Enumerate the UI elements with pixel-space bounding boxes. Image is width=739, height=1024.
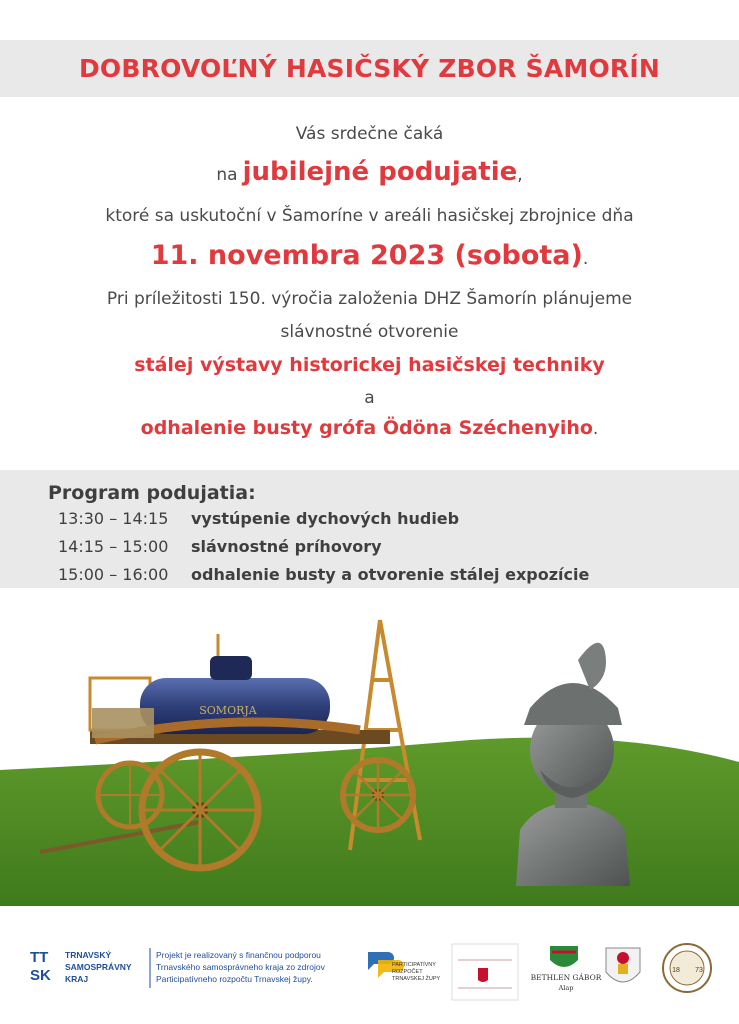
- bust-period: .: [592, 419, 599, 439]
- sponsor-footer: [0, 930, 739, 1010]
- bethlen-name: BETHLEN GÁBOR: [530, 973, 602, 982]
- bethlen-logo: [531, 946, 602, 992]
- exhibition-highlight: stálej výstavy historickej hasičskej techniky: [134, 354, 605, 376]
- event-illustration: [0, 590, 739, 906]
- samorin-coat-of-arms: [606, 948, 640, 982]
- comma: ,: [517, 165, 523, 185]
- title-band: [0, 40, 739, 97]
- invite-line-2: [0, 157, 739, 187]
- bust-line: [0, 417, 739, 439]
- invite-line-6: slávnostné otvorenie: [280, 322, 459, 342]
- program-item: [58, 537, 382, 556]
- program-time: 13:30 – 14:15: [58, 509, 169, 528]
- ttsk-line-1: TRNAVSKÝ: [65, 950, 112, 960]
- jubilee-highlight: jubilejné podujatie: [242, 157, 518, 187]
- pr-line-2: ROZPOČET: [392, 969, 423, 975]
- program-desc: slávnostné príhovory: [191, 537, 382, 556]
- program-desc: odhalenie busty a otvorenie stálej expozície: [191, 565, 590, 584]
- badge-year-left: 18: [672, 967, 680, 974]
- ttsk-line-2: SAMOSPRÁVNY: [65, 962, 132, 972]
- back-wheel: [98, 763, 162, 827]
- program-time: 14:15 – 15:00: [58, 537, 169, 556]
- pr-logo: [368, 952, 441, 982]
- bust-highlight: odhalenie busty grófa Ödöna Széchenyiho: [140, 417, 593, 439]
- connector-a: a: [364, 388, 375, 408]
- event-date: 11. novembra 2023 (sobota): [150, 240, 583, 271]
- pr-line-1: PARTICIPATÍVNY: [392, 962, 436, 968]
- program-item: [58, 565, 589, 584]
- bethlen-sub: Alap: [558, 984, 574, 992]
- project-line-2: Trnavského samosprávneho kraja zo zdrojov: [156, 962, 325, 972]
- pr-line-3: TRNAVSKEJ ŽUPY: [392, 976, 441, 982]
- program-time: 15:00 – 16:00: [58, 565, 169, 584]
- basket: [92, 708, 154, 738]
- tank-dome: [210, 656, 252, 680]
- ttsk-logo: [30, 949, 132, 984]
- ministry-logo: [452, 944, 518, 1000]
- dhz-badge: [663, 944, 711, 992]
- svg-text:SK: SK: [30, 967, 51, 984]
- tank-lettering: SOMORJA: [199, 704, 257, 717]
- program-desc: vystúpenie dychových hudieb: [191, 509, 460, 528]
- program-title: Program podujatia:: [48, 482, 256, 504]
- invite-na: na: [216, 165, 238, 185]
- invite-line-5: Pri príležitosti 150. výročia založenia DHZ Šamorín plánujeme: [106, 289, 633, 309]
- invite-date-line: [0, 240, 739, 271]
- ttsk-line-3: KRAJ: [65, 974, 89, 984]
- invite-line-3: ktoré sa uskutoční v Šamoríne v areáli hasičskej zbrojnice dňa: [105, 206, 634, 226]
- badge-year-right: 73: [695, 967, 703, 974]
- rear-wheel: [343, 760, 413, 830]
- invite-line-1: Vás srdečne čaká: [295, 124, 444, 144]
- project-line-3: Participatívneho rozpočtu Trnavskej župy.: [156, 974, 313, 984]
- project-text: [156, 950, 326, 984]
- program-section: [0, 470, 739, 588]
- svg-text:TT: TT: [30, 949, 49, 966]
- project-line-1: Projekt je realizovaný s finančnou podporou: [156, 950, 321, 960]
- page-title: DOBROVOĽNÝ HASIČSKÝ ZBOR ŠAMORÍN: [78, 54, 661, 83]
- program-item: [58, 509, 459, 528]
- date-period: .: [582, 249, 589, 269]
